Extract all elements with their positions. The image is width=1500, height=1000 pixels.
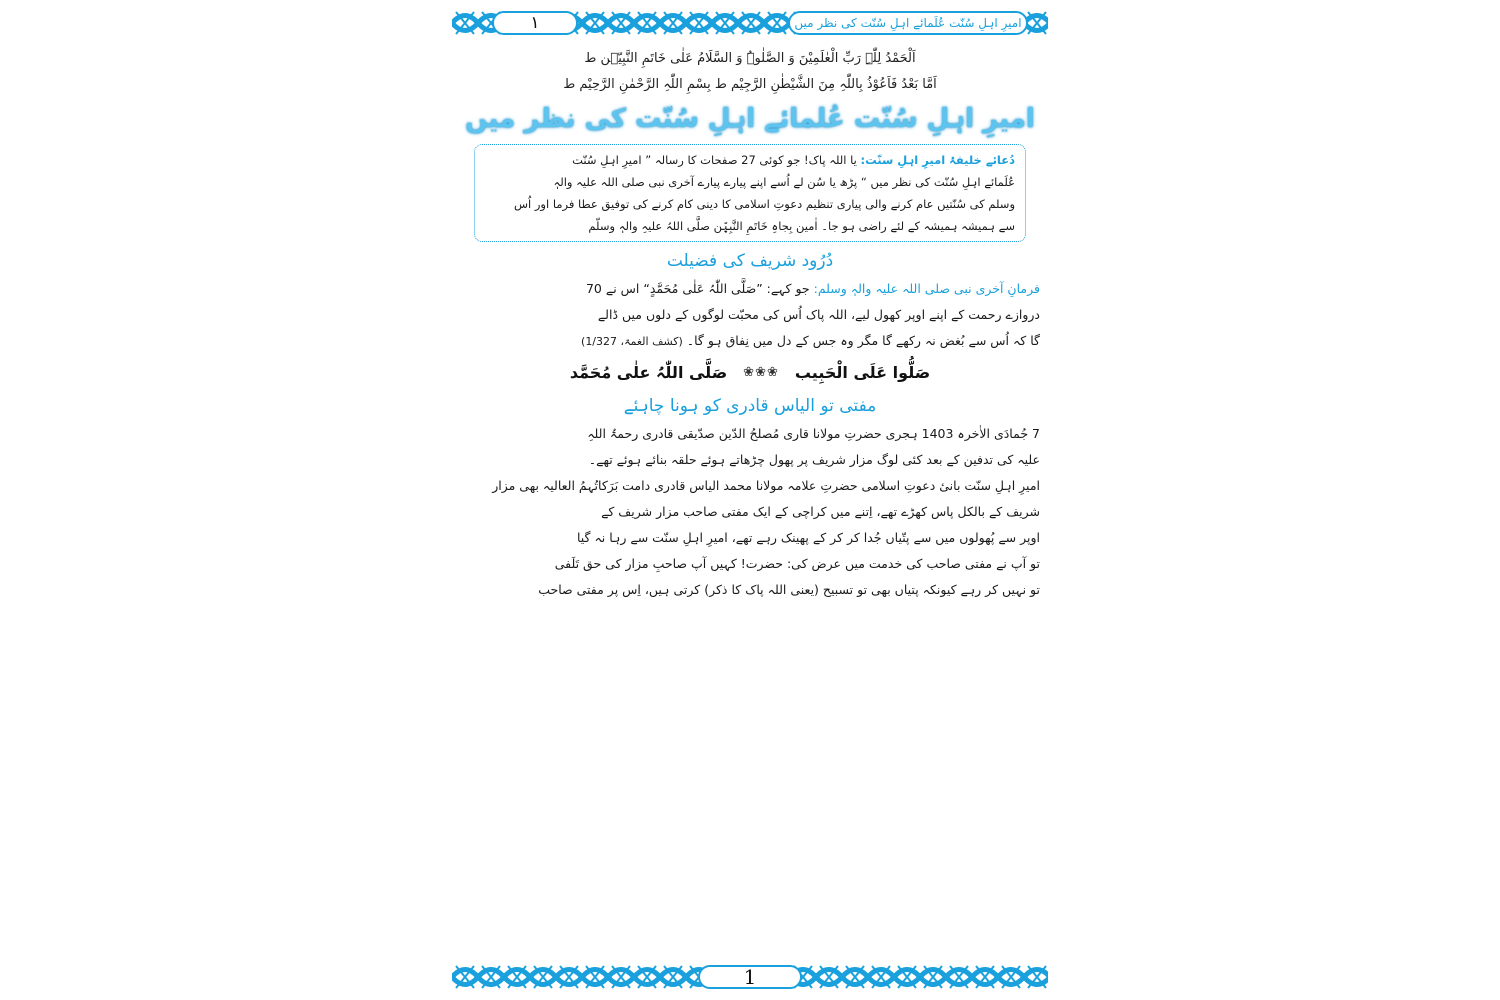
section-mufti-body xyxy=(452,421,1048,603)
body-line: دروازے رحمت کے اپنے اوپر کھول لیے، اللہ پاک اُس کی محبّت لوگوں کے دلوں میں ڈالے xyxy=(597,307,1040,322)
section-heading-mufti: مفتی تو الیاس قادری کو ہونا چاہئے xyxy=(623,396,877,416)
durood-left: صَلُّوا عَلَی الْحَبِیب xyxy=(794,363,931,382)
durood-right: صَلَّی اللّٰہُ علٰی مُحَمَّد xyxy=(569,363,728,382)
body-line: جو کہے: ”صَلَّی اللّٰہُ عَلٰی مُحَمَّدٍ“ اس نے 70 xyxy=(585,281,810,296)
dua-line: عُلَمائے اہلِ سُنّت کی نظر میں “ پڑھ یا سُن لے اُسے اپنے پیارے پیارے آخری نبی صلی اللہ علیہ والہٖ xyxy=(553,175,1015,189)
section-heading-durood: دُرُود شریف کی فضیلت xyxy=(666,251,834,271)
page-title: امیرِ اہلِ سُنّت عُلمائے اہلِ سُنّت کی نظر میں xyxy=(465,104,1035,134)
dua-box xyxy=(474,144,1026,242)
dua-text xyxy=(485,149,1015,237)
body-line: علیہ کی تدفین کے بعد کئی لوگ مزار شریف پر پھول چڑھاتے ہوئے حلقہ بنائے ہوئے تھے۔ xyxy=(588,452,1040,467)
flower-separator-icon: ❀❀❀ xyxy=(743,365,779,380)
dua-line: سے ہمیشہ ہمیشہ کے لئے راضی ہو جا۔ اٰمین بِجاہِ خَاتَمِ النَّبِیّٖن صلَّی اللہُ علیہِ والہٖ وسلّم xyxy=(588,219,1015,233)
body-line: 7 جُمادَی الاٰخرہ 1403 ہجری حضرتِ مولانا قاری مُصلحُ الدّین صدّیقی قادری رحمۃُ اللہِ xyxy=(587,426,1040,441)
body-line: تو آپ نے مفتی صاحب کی خدمت میں عرض کی: حضرت! کہیں آپ صاحبِ مزار کی حق تَلَفی xyxy=(554,556,1040,571)
hadith-lead: فرمانِ آخری نبی صلی اللہ علیہ والہٖ وسلم: xyxy=(813,281,1040,296)
opening-line-1: اَلْحَمْدُ لِلّٰہِ رَبِّ الْعٰلَمِیْنَ وَ الصَّلٰوۃُ وَ السَّلَامُ عَلٰی خَاتَمِ النَّبِیّٖن ط xyxy=(584,51,916,66)
body-line: اوپر سے پُھولوں میں سے پتّیاں جُدا کر کر کے پھینک رہے تھے، امیرِ اہلِ سنّت سے رہا نہ گیا xyxy=(576,530,1040,545)
footer-border xyxy=(452,962,1048,992)
body-line: شریف کے بالکل پاس کھڑے تھے، اِتنے میں کراچی کے ایک مفتی صاحب مزار شریف کے xyxy=(601,504,1040,519)
dua-line: یا اللہ پاک! جو کوئی 27 صفحات کا رسالہ ” امیرِ اہلِ سُنّت xyxy=(572,153,857,167)
durood-line xyxy=(452,359,1048,387)
dua-line: وسلم کی سُنّتیں عام کرنے والی پیاری تنظیم دعوتِ اسلامی کا دینی کام کرنے کی توفیق عطا فرما اور اُس xyxy=(513,197,1015,211)
dua-label: دُعائے خلیفۂ امیرِ اہلِ سنّت: xyxy=(860,153,1015,167)
opening-line-2: اَمَّا بَعْدُ فَاَعُوْذُ بِاللّٰہِ مِنَ الشَّیْطٰنِ الرَّجِیْم ط بِسْمِ اللّٰہِ الرَّحْمٰنِ الرَّحِیْم ط xyxy=(563,77,937,92)
body-line: امیرِ اہلِ سنّت بانیٔ دعوتِ اسلامی حضرتِ علامہ مولانا محمد الیاس قادری دامت بَرَکاتُہمُ العالیہ بھی مزار xyxy=(492,478,1040,493)
body-line: تو نہیں کر رہے کیونکہ پتیاں بھی تو تسبیح (یعنی اللہ پاک کا ذکر) کرتی ہیں، اِس پر مفتی صاحب xyxy=(538,582,1040,597)
running-title: امیرِ اہلِ سُنّت عُلَمائے اہلِ سُنّت کی نظر میں xyxy=(788,11,1028,35)
header-page-number: ١ xyxy=(492,11,578,35)
reference: (کشف الغمۃ، 1/327) xyxy=(581,335,683,348)
header-border xyxy=(452,8,1048,38)
page-content xyxy=(452,46,1048,603)
footer-page-number: 1 xyxy=(698,965,802,989)
document-page xyxy=(452,0,1048,1000)
body-line: گا کہ اُس سے بُغض نہ رکھے گا مگر وہ جس کے دل میں نِفاق ہو گا۔ xyxy=(686,333,1040,348)
section-durood-body xyxy=(452,276,1048,355)
